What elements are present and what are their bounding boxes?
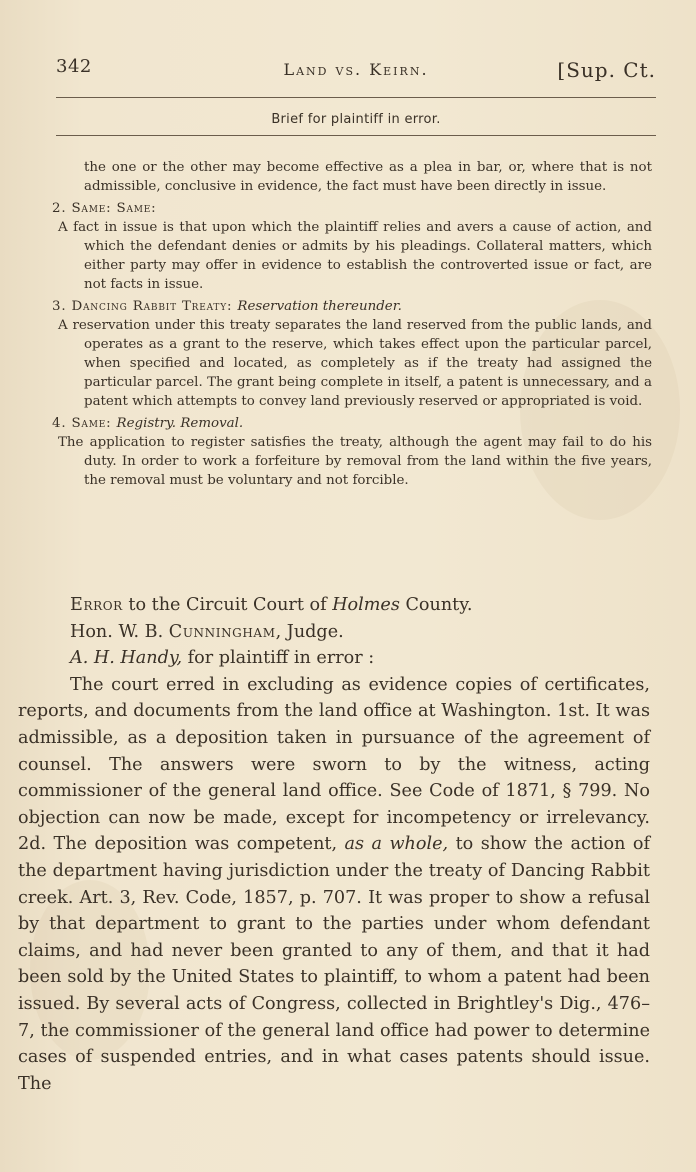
court-label: [Sup. Ct. bbox=[557, 58, 656, 82]
headnote-subtopic: Registry. Removal. bbox=[116, 416, 244, 431]
counsel-role: for plaintiff in error : bbox=[187, 648, 375, 669]
headnote-label bbox=[48, 297, 652, 316]
error-text: to the Circuit Court of bbox=[128, 595, 327, 615]
running-header bbox=[52, 52, 660, 82]
error-text-end: County. bbox=[405, 595, 473, 615]
headnotes bbox=[48, 158, 652, 490]
argument-paragraph bbox=[18, 672, 650, 1098]
judge-name: Cunningham bbox=[168, 621, 276, 642]
argument-text-part1: The court erred in excluding as evidence copies of certificates, reports, and documents from the land office at Washington. 1st. It was admissible, as a deposition taken in pursuance of the agreement of counsel. The answers were sworn to by the witness, acting commissioner of the general land office. See Code of 1871, § 799. No objection can now be made, except for incompetency or irrelevancy. 2d. The deposition was competent, bbox=[18, 674, 650, 855]
headnote-topic: Same: Same: bbox=[71, 201, 157, 216]
headnote-number: 3. bbox=[52, 299, 67, 314]
case-body bbox=[18, 592, 650, 1097]
counsel-name: A. H. Handy, bbox=[70, 648, 183, 669]
headnote-label bbox=[48, 414, 652, 433]
header-rule-bottom bbox=[56, 135, 656, 136]
headnote-label bbox=[48, 199, 652, 218]
headnote-continuation: the one or the other may become effective as a plea in bar, or, where that is not admissible, conclusive in evidence, the fact must have been directly in issue. bbox=[84, 160, 652, 194]
judge-line bbox=[70, 619, 650, 646]
argument-text-part2: to show the action of the department having jurisdiction under the treaty of Dancing Rabbit creek. Art. 3, Rev. Code, 1857, p. 707. It was proper to show a refusal by that department to grant to the parties under whom defendant claims, and had never been granted to any of them, and that it had been sold by the United States to plaintiff, to whom a patent had been issued. By several acts of Congress, collected in Brightley's Dig., 476–7, the commissioner of the general land office had power to determine cases of suspended entries, and in what cases patents should issue. The bbox=[18, 834, 650, 1094]
headnote-text: A reservation under this treaty separates the land reserved from the public lands, and operates as a grant to the reserve, which takes effect upon the particular parcel, when specified and located, as completely as if the treaty had assigned the particular parcel. The grant being complete in itself, a patent is unnecessary, and a patent which attempts to convey land previously reserved or appropriated is void. bbox=[58, 318, 652, 409]
argument-italic-phrase: as a whole, bbox=[344, 834, 449, 855]
headnote-subtopic: Reservation thereunder. bbox=[237, 299, 402, 314]
header-rule-top bbox=[56, 97, 656, 98]
headnote-text: The application to register satisfies the treaty, although the agent may fail to do his duty. In order to work a forfeiture by removal from the land within the five years, the removal must be voluntary and not forcible. bbox=[58, 435, 652, 488]
headnote-number: 2. bbox=[52, 201, 67, 216]
headnote-text: A fact in issue is that upon which the plaintiff relies and avers a cause of action, and which the defendant denies or admits by his pleadings. Collateral matters, which either party may offer in evidence to establish the controverted issue or fact, are not facts in issue. bbox=[58, 220, 652, 292]
argument-block bbox=[18, 672, 650, 1098]
headnote-topic: Dancing Rabbit Treaty: bbox=[71, 299, 233, 314]
headnote-number: 4. bbox=[52, 416, 67, 431]
county-name: Holmes bbox=[332, 595, 400, 615]
error-line bbox=[70, 592, 650, 619]
judge-suffix: , Judge. bbox=[275, 621, 344, 642]
page-number: 342 bbox=[56, 56, 92, 77]
judge-prefix: Hon. W. B. bbox=[70, 621, 164, 642]
error-word: Error bbox=[70, 595, 123, 615]
section-subheader: Brief for plaintiff in error. bbox=[271, 112, 441, 127]
headnote-topic: Same: bbox=[71, 416, 112, 431]
counsel-line bbox=[70, 645, 650, 672]
running-title: Land vs. Keirn. bbox=[283, 60, 429, 79]
